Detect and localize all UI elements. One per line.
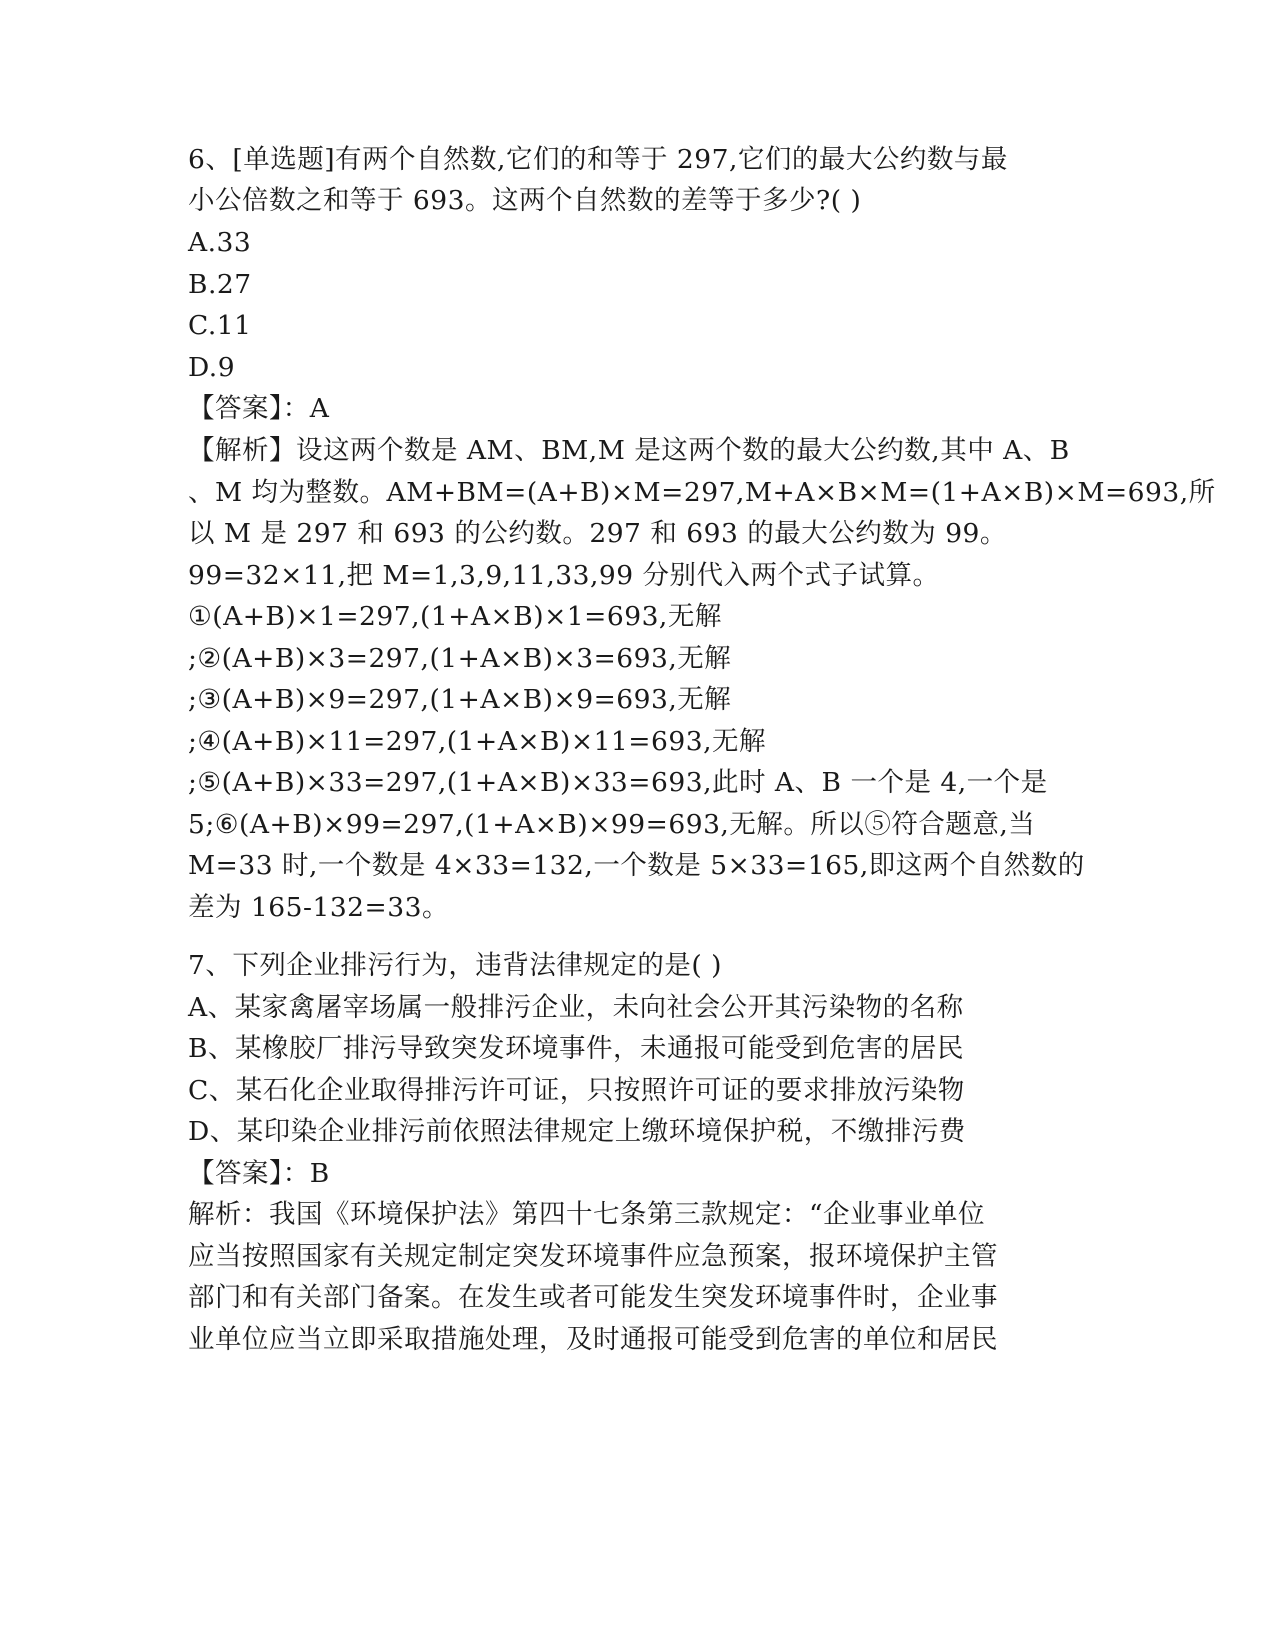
q6-analysis-line-9: ;⑤(A+B)×33=297,(1+A×B)×33=693,此时 A、B 一个是 4,一个是 (188, 767, 1048, 798)
q7-stem: 7、下列企业排污行为，违背法律规定的是( ) (188, 950, 722, 981)
q6-option-c: C.11 (188, 310, 252, 341)
q6-stem-line-1: 6、[单选题]有两个自然数,它们的和等于 297,它们的最大公约数与最 (188, 144, 1008, 175)
q7-answer: 【答案】：B (188, 1158, 330, 1189)
q6-stem-line-2: 小公倍数之和等于 693。这两个自然数的差等于多少?( ) (188, 185, 862, 216)
q6-analysis-line-10: 5;⑥(A+B)×99=297,(1+A×B)×99=693,无解。所以⑤符合题意,当 (188, 809, 1036, 840)
q6-option-a: A.33 (188, 227, 252, 258)
q6-analysis-line-11: M=33 时,一个数是 4×33=132,一个数是 5×33=165,即这两个自然数的 (188, 850, 1085, 881)
q6-analysis-line-2: 、M 均为整数。AM+BM=(A+B)×M=297,M+A×B×M=(1+A×B)×M=693,所 (188, 477, 1216, 508)
q6-analysis-line-8: ;④(A+B)×11=297,(1+A×B)×11=693,无解 (188, 726, 766, 757)
q7-analysis-line-2: 应当按照国家有关规定制定突发环境事件应急预案，报环境保护主管 (188, 1241, 998, 1272)
q6-analysis-line-6: ;②(A+B)×3=297,(1+A×B)×3=693,无解 (188, 643, 732, 674)
q6-option-d: D.9 (188, 352, 236, 383)
q6-analysis-line-1: 【解析】设这两个数是 AM、BM,M 是这两个数的最大公约数,其中 A、B (188, 435, 1070, 466)
q7-option-a: A、某家禽屠宰场属一般排污企业，未向社会公开其污染物的名称 (188, 992, 964, 1023)
q6-analysis-line-5: ①(A+B)×1=297,(1+A×B)×1=693,无解 (188, 601, 722, 632)
q6-analysis-line-3: 以 M 是 297 和 693 的公约数。297 和 693 的最大公约数为 99。 (188, 518, 1007, 549)
q6-option-b: B.27 (188, 269, 252, 300)
q7-analysis-line-1: 解析：我国《环境保护法》第四十七条第三款规定：“企业事业单位 (188, 1199, 986, 1230)
q6-answer: 【答案】：A (188, 393, 330, 424)
q7-analysis-line-3: 部门和有关部门备案。在发生或者可能发生突发环境事件时，企业事 (188, 1282, 998, 1313)
q7-option-c: C、某石化企业取得排污许可证，只按照许可证的要求排放污染物 (188, 1075, 965, 1106)
q7-option-b: B、某橡胶厂排污导致突发环境事件，未通报可能受到危害的居民 (188, 1033, 964, 1064)
q7-option-d: D、某印染企业排污前依照法律规定上缴环境保护税，不缴排污费 (188, 1116, 966, 1147)
q6-analysis-line-12: 差为 165-132=33。 (188, 892, 449, 923)
q6-analysis-line-4: 99=32×11,把 M=1,3,9,11,33,99 分别代入两个式子试算。 (188, 560, 940, 591)
q7-analysis-line-4: 业单位应当立即采取措施处理，及时通报可能受到危害的单位和居民 (188, 1324, 998, 1355)
q6-analysis-line-7: ;③(A+B)×9=297,(1+A×B)×9=693,无解 (188, 684, 732, 715)
